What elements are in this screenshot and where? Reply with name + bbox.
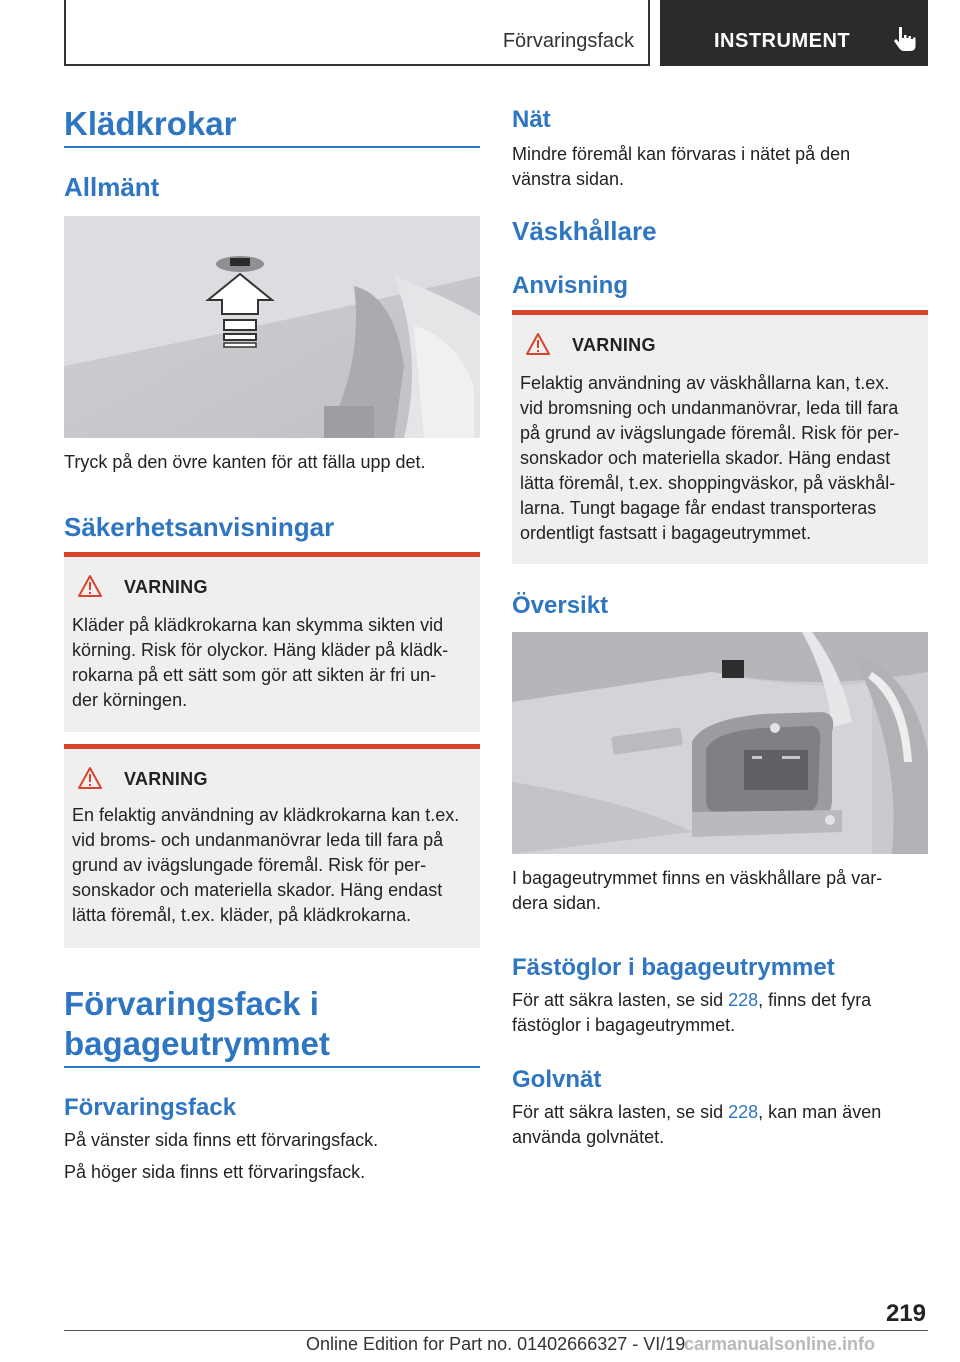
paragraph-storage-right: På höger sida finns ett förvaringsfack. <box>64 1162 366 1182</box>
warning-line: lätta föremål, t.ex. kläder, på klädkrokarna. <box>72 905 412 925</box>
footer-watermark: carmanualsonline.info <box>684 1334 876 1354</box>
warning-line: Felaktig användning av väskhållarna kan, t.ex. <box>520 373 890 393</box>
paragraph-overview <box>512 866 882 916</box>
paragraph-lashing-eyes <box>512 988 871 1038</box>
coat-hook-photo <box>64 216 480 438</box>
trunk-bag-holder-photo <box>512 632 928 854</box>
warning-line: Kläder på klädkrokarna kan skymma sikten vid <box>72 615 444 635</box>
header-chapter-title: INSTRUMENT <box>714 30 851 52</box>
footer-edition: Online Edition for Part no. 01402666327 - VI/19 <box>306 1334 686 1354</box>
warning-box-2 <box>64 744 480 948</box>
page-link-228[interactable]: 228 <box>728 1102 759 1122</box>
warning-line: grund av ivägslungade föremål. Risk för per‐ <box>72 855 427 875</box>
text-fragment: , finns det fyra <box>758 990 872 1010</box>
warning-triangle-icon <box>78 575 102 597</box>
warning-line: En felaktig användning av klädkrokarna kan t.ex. <box>72 805 460 825</box>
warning-triangle-icon <box>526 333 550 355</box>
subheading-bag-holder: Väskhållare <box>512 216 657 246</box>
hand-pointer-icon <box>890 24 920 54</box>
warning-title: VARNING <box>572 335 656 355</box>
section-title-line: bagageutrymmet <box>64 1025 330 1062</box>
warning-line: larna. Tungt bagage får endast transporteras <box>520 498 877 518</box>
warning-box-3 <box>512 310 928 564</box>
warning-line: lätta föremål, t.ex. shoppingväskor, på väskhål‐ <box>520 473 896 493</box>
header-section-box <box>64 0 650 66</box>
warning-line: der körningen. <box>72 690 188 710</box>
section-title-coat-hooks: Klädkrokar <box>64 105 237 142</box>
warning-text <box>520 371 899 546</box>
section-title-rule <box>64 146 480 148</box>
text-line: Mindre föremål kan förvaras i nätet på den <box>512 144 851 164</box>
text-fragment: För att säkra lasten, se sid <box>512 1102 729 1122</box>
page-link-228[interactable]: 228 <box>728 990 759 1010</box>
warning-text <box>72 613 448 713</box>
paragraph-general: Tryck på den övre kanten för att fälla upp det. <box>64 452 426 472</box>
warning-line: vid broms- och undanmanövrar leda till fara på <box>72 830 444 850</box>
text-line: I bagageutrymmet finns en väskhållare på var‐ <box>512 868 883 888</box>
subheading-floor-net: Golvnät <box>512 1066 602 1093</box>
text-line: använda golvnätet. <box>512 1127 665 1147</box>
warning-line: rokarna på ett sätt som gör att sikten är fri un‐ <box>72 665 437 685</box>
section-title-rule <box>64 1066 480 1068</box>
paragraph-storage-left: På vänster sida finns ett förvaringsfack. <box>64 1130 379 1150</box>
warning-line: körning. Risk för olyckor. Häng kläder på klädk‐ <box>72 640 449 660</box>
warning-line: sonskador och materiella skador. Häng endast <box>72 880 443 900</box>
text-line: dera sidan. <box>512 893 602 913</box>
section-title-line: Förvaringsfack i <box>64 985 319 1022</box>
text-fragment: För att säkra lasten, se sid <box>512 990 729 1010</box>
paragraph-net <box>512 142 850 192</box>
header-chapter-box <box>660 0 928 66</box>
subheading-overview: Översikt <box>512 592 609 619</box>
section-title-trunk-storage <box>64 984 330 1064</box>
warning-text <box>72 803 459 928</box>
warning-triangle-icon <box>78 767 102 789</box>
warning-box-1 <box>64 552 480 732</box>
subheading-general: Allmänt <box>64 172 160 202</box>
warning-line: vid bromsning och undanmanövrar, leda till fara <box>520 398 899 418</box>
warning-title: VARNING <box>124 769 208 789</box>
subheading-storage: Förvaringsfack <box>64 1094 237 1121</box>
warning-line: sonskador och materiella skador. Häng endast <box>520 448 891 468</box>
paragraph-floor-net <box>512 1100 881 1150</box>
page-number: 219 <box>885 1300 926 1327</box>
text-line <box>512 988 871 1013</box>
subheading-note: Anvisning <box>512 272 629 299</box>
text-line: vänstra sidan. <box>512 169 625 189</box>
warning-line: på grund av ivägslungade föremål. Risk för per‐ <box>520 423 900 443</box>
warning-line: ordentligt fastsatt i bagageutrymmet. <box>520 523 812 543</box>
text-fragment: , kan man även <box>758 1102 882 1122</box>
text-line: fästöglor i bagageutrymmet. <box>512 1015 736 1035</box>
text-line <box>512 1100 881 1125</box>
subheading-safety: Säkerhetsanvisningar <box>64 512 335 542</box>
subheading-lashing-eyes: Fästöglor i bagageutrymmet <box>512 954 835 981</box>
footer-rule <box>64 1330 928 1331</box>
header-section-title: Förvaringsfack <box>502 30 634 52</box>
subheading-net: Nät <box>512 106 551 133</box>
warning-title: VARNING <box>124 577 208 597</box>
